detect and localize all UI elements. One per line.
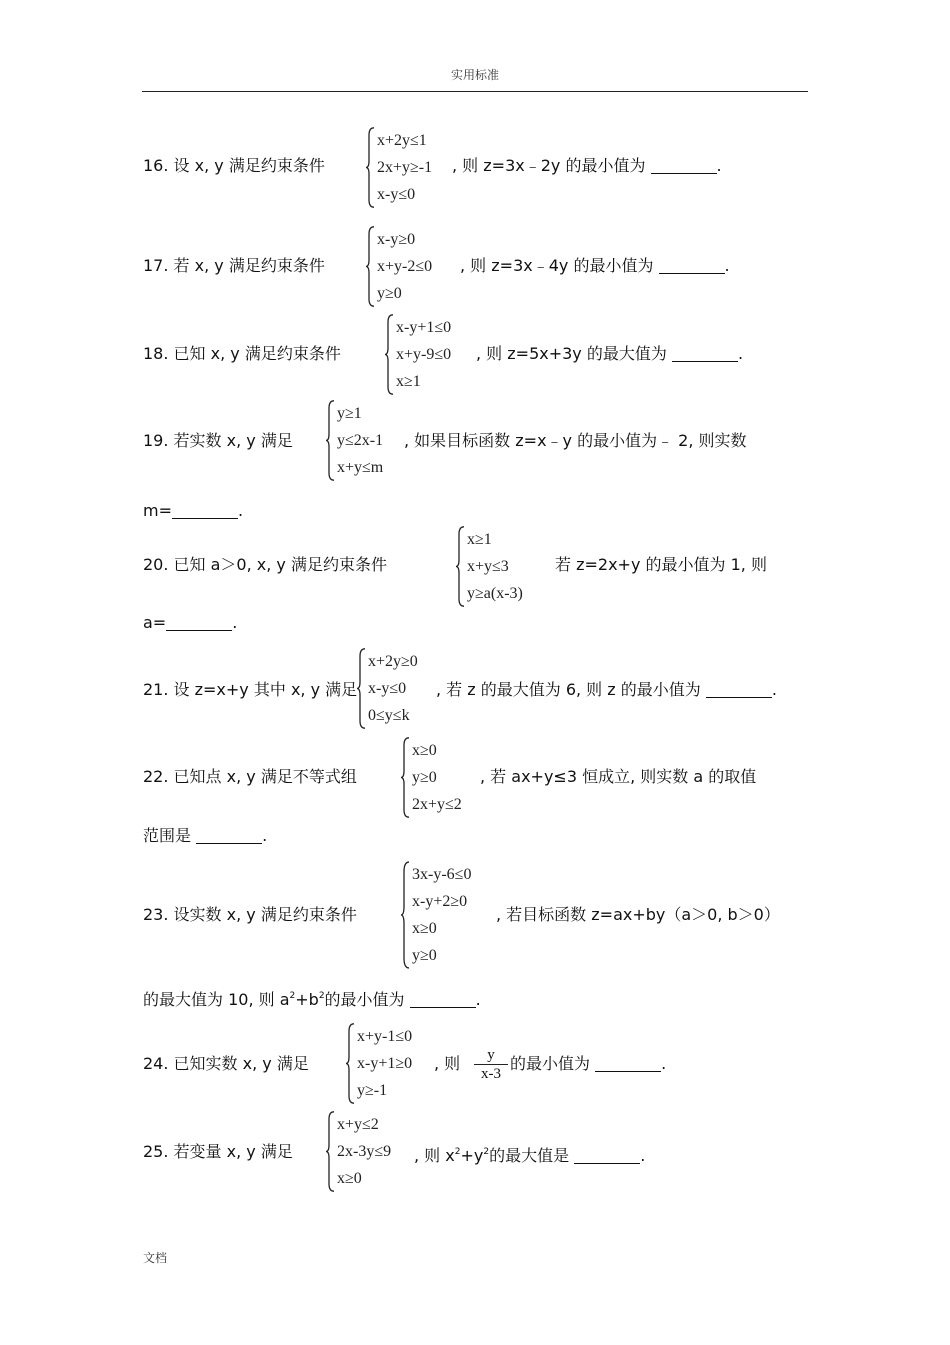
brace-icon [326,1111,335,1192]
constraint-row: x≥1 [396,373,421,390]
brace-icon [357,648,366,729]
constraint-row: x≥0 [337,1170,362,1187]
problem-24-text [143,1054,309,1074]
constraint-row: x-y≤0 [377,186,416,203]
constraint-row: y≥1 [337,405,362,422]
problem-23-tail [496,905,780,925]
page-footer: 文档 [143,1251,168,1265]
fraction-y-over-x-minus-3 [474,1046,508,1083]
constraint-row: y≥0 [412,769,437,786]
constraint-row: 2x+y≥-1 [377,159,433,176]
problem-23-line2-a: 的最大值为 10, 则 a [143,990,290,1009]
problem-25-tail [414,1142,645,1166]
problem-20-text [143,555,387,575]
constraint-row: 2x+y≤2 [412,796,462,813]
problem-18-tail [476,344,743,364]
problem-24-then: , 则 [434,1054,461,1073]
brace-icon [401,861,410,969]
exponent: 2 [318,991,325,1001]
page-header: 实用标准 [450,68,499,82]
answer-blank[interactable] [172,502,238,519]
period: . [262,826,268,845]
problem-24-before: 24. 已知实数 x, y 满足 [143,1054,309,1073]
problem-17-tail [460,256,730,276]
constraint-system-22 [401,737,462,818]
answer-blank[interactable] [595,1055,661,1072]
problem-23-text [143,905,357,925]
period: . [238,501,244,520]
problem-21-before: 21. 设 z=x+y 其中 x, y 满足 [143,680,358,699]
constraint-row: x+y-2≤0 [377,258,433,275]
problem-25-after1: , 则 x [414,1146,455,1165]
problem-20-before: 20. 已知 a＞0, x, y 满足约束条件 [143,555,387,574]
problem-25-text [143,1142,293,1162]
period: . [232,613,238,632]
problem-19-text [143,431,293,451]
constraint-system-24 [346,1023,412,1104]
period: . [724,256,730,275]
problem-24-after2: 的最小值为 [510,1054,591,1073]
period: . [661,1054,667,1073]
answer-blank[interactable] [196,827,262,844]
period: . [475,990,481,1009]
problem-18-before: 18. 已知 x, y 满足约束条件 [143,344,341,363]
constraint-row: x+y≤3 [467,558,509,575]
constraint-row: x≥1 [467,531,492,548]
problem-16-after: , 则 z=3x﹣2y 的最小值为 [452,156,646,175]
fraction-denominator: x-3 [481,1066,501,1082]
constraint-system-23 [401,861,471,969]
answer-blank[interactable] [672,345,738,362]
problem-19-m-label: m= [143,501,172,520]
problem-22-tail [480,767,756,787]
period: . [716,156,722,175]
constraint-row: y≥0 [412,947,437,964]
problem-20-line2 [143,613,237,633]
answer-blank[interactable] [574,1147,640,1164]
constraint-row: 2x-3y≤9 [337,1143,392,1160]
problem-22-range-label: 范围是 [143,826,192,845]
problem-23-before: 23. 设实数 x, y 满足约束条件 [143,905,357,924]
problem-21-text [143,680,357,700]
problem-23-line2 [143,986,481,1010]
problem-20-a-label: a= [143,613,167,632]
problem-23-line2-b: +b [295,990,319,1009]
problem-21-after: , 若 z 的最大值为 6, 则 z 的最小值为 [436,680,701,699]
exponent: 2 [483,1147,490,1157]
constraint-row: y≥a(x-3) [467,585,523,602]
answer-blank[interactable] [651,157,717,174]
constraint-row: x+y-9≤0 [396,346,452,363]
exponent: 2 [289,991,296,1001]
constraint-row: x-y+2≥0 [412,893,468,910]
constraint-row: y≥0 [377,285,402,302]
problem-24-tail [510,1054,666,1074]
problem-19-before: 19. 若实数 x, y 满足 [143,431,293,450]
problem-19-line2 [143,501,243,521]
problem-16-before: 16. 设 x, y 满足约束条件 [143,156,325,175]
problem-22-after: , 若 ax+y≤3 恒成立, 则实数 a 的取值 [480,767,757,786]
brace-icon [385,314,394,395]
constraint-row: x-y+1≥0 [357,1055,413,1072]
problem-22-text [143,767,357,787]
fraction-numerator: y [474,1046,508,1065]
problem-23-after: , 若目标函数 z=ax+by（a＞0, b＞0） [496,905,780,924]
constraint-row: x+y≤m [337,459,384,476]
problem-18-text [143,344,341,364]
problem-18-after: , 则 z=5x+3y 的最大值为 [476,344,667,363]
problem-22-line2 [143,826,267,846]
problem-17-before: 17. 若 x, y 满足约束条件 [143,256,325,275]
brace-icon [366,226,375,307]
brace-icon [366,127,375,208]
constraint-row: y≤2x-1 [337,432,384,449]
constraint-system-16 [366,127,432,208]
constraint-row: 0≤y≤k [368,707,410,724]
problem-25-after2: +y [460,1146,484,1165]
brace-icon [326,400,335,481]
problem-24-after1 [434,1054,460,1074]
constraint-system-21 [357,648,418,729]
constraint-row: 3x-y-6≤0 [412,866,472,883]
constraint-system-17 [366,226,432,307]
constraint-row: x≥0 [412,742,437,759]
problem-22-before: 22. 已知点 x, y 满足不等式组 [143,767,357,786]
problem-23-line2-c: 的最小值为 [324,990,405,1009]
period: . [640,1146,646,1165]
problem-19-after: , 如果目标函数 z=x﹣y 的最小值为﹣ 2, 则实数 [404,431,747,450]
problem-25-after3: 的最大值是 [489,1146,570,1165]
constraint-row: x+y-1≤0 [357,1028,413,1045]
constraint-row: x+2y≤1 [377,132,427,149]
constraint-system-20 [456,526,523,607]
constraint-system-19 [326,400,383,481]
answer-blank[interactable] [659,257,725,274]
problem-19-tail [404,431,747,451]
problem-16-text [143,156,325,176]
problem-16-tail [452,156,722,176]
constraint-system-18 [385,314,451,395]
problem-21-tail [436,680,777,700]
period: . [737,344,744,363]
constraint-row: x-y+1≤0 [396,319,452,336]
brace-icon [401,737,410,818]
constraint-row: y≥-1 [357,1082,388,1099]
answer-blank[interactable] [166,614,232,631]
constraint-row: x≥0 [412,920,437,937]
problem-20-after: 若 z=2x+y 的最小值为 1, 则 [555,555,767,574]
problem-20-tail [555,555,767,575]
period: . [771,680,777,699]
constraint-row: x+2y≥0 [368,653,418,670]
header-rule [142,91,808,92]
answer-blank[interactable] [706,681,772,698]
exponent: 2 [454,1147,461,1157]
constraint-row: x-y≤0 [368,680,407,697]
brace-icon [456,526,465,607]
answer-blank[interactable] [410,991,476,1008]
constraint-system-25 [326,1111,391,1192]
constraint-row: x-y≥0 [377,231,416,248]
problem-17-text [143,256,325,276]
constraint-row: x+y≤2 [337,1116,379,1133]
problem-17-after: , 则 z=3x﹣4y 的最小值为 [460,256,654,275]
brace-icon [346,1023,355,1104]
problem-25-before: 25. 若变量 x, y 满足 [143,1142,293,1161]
